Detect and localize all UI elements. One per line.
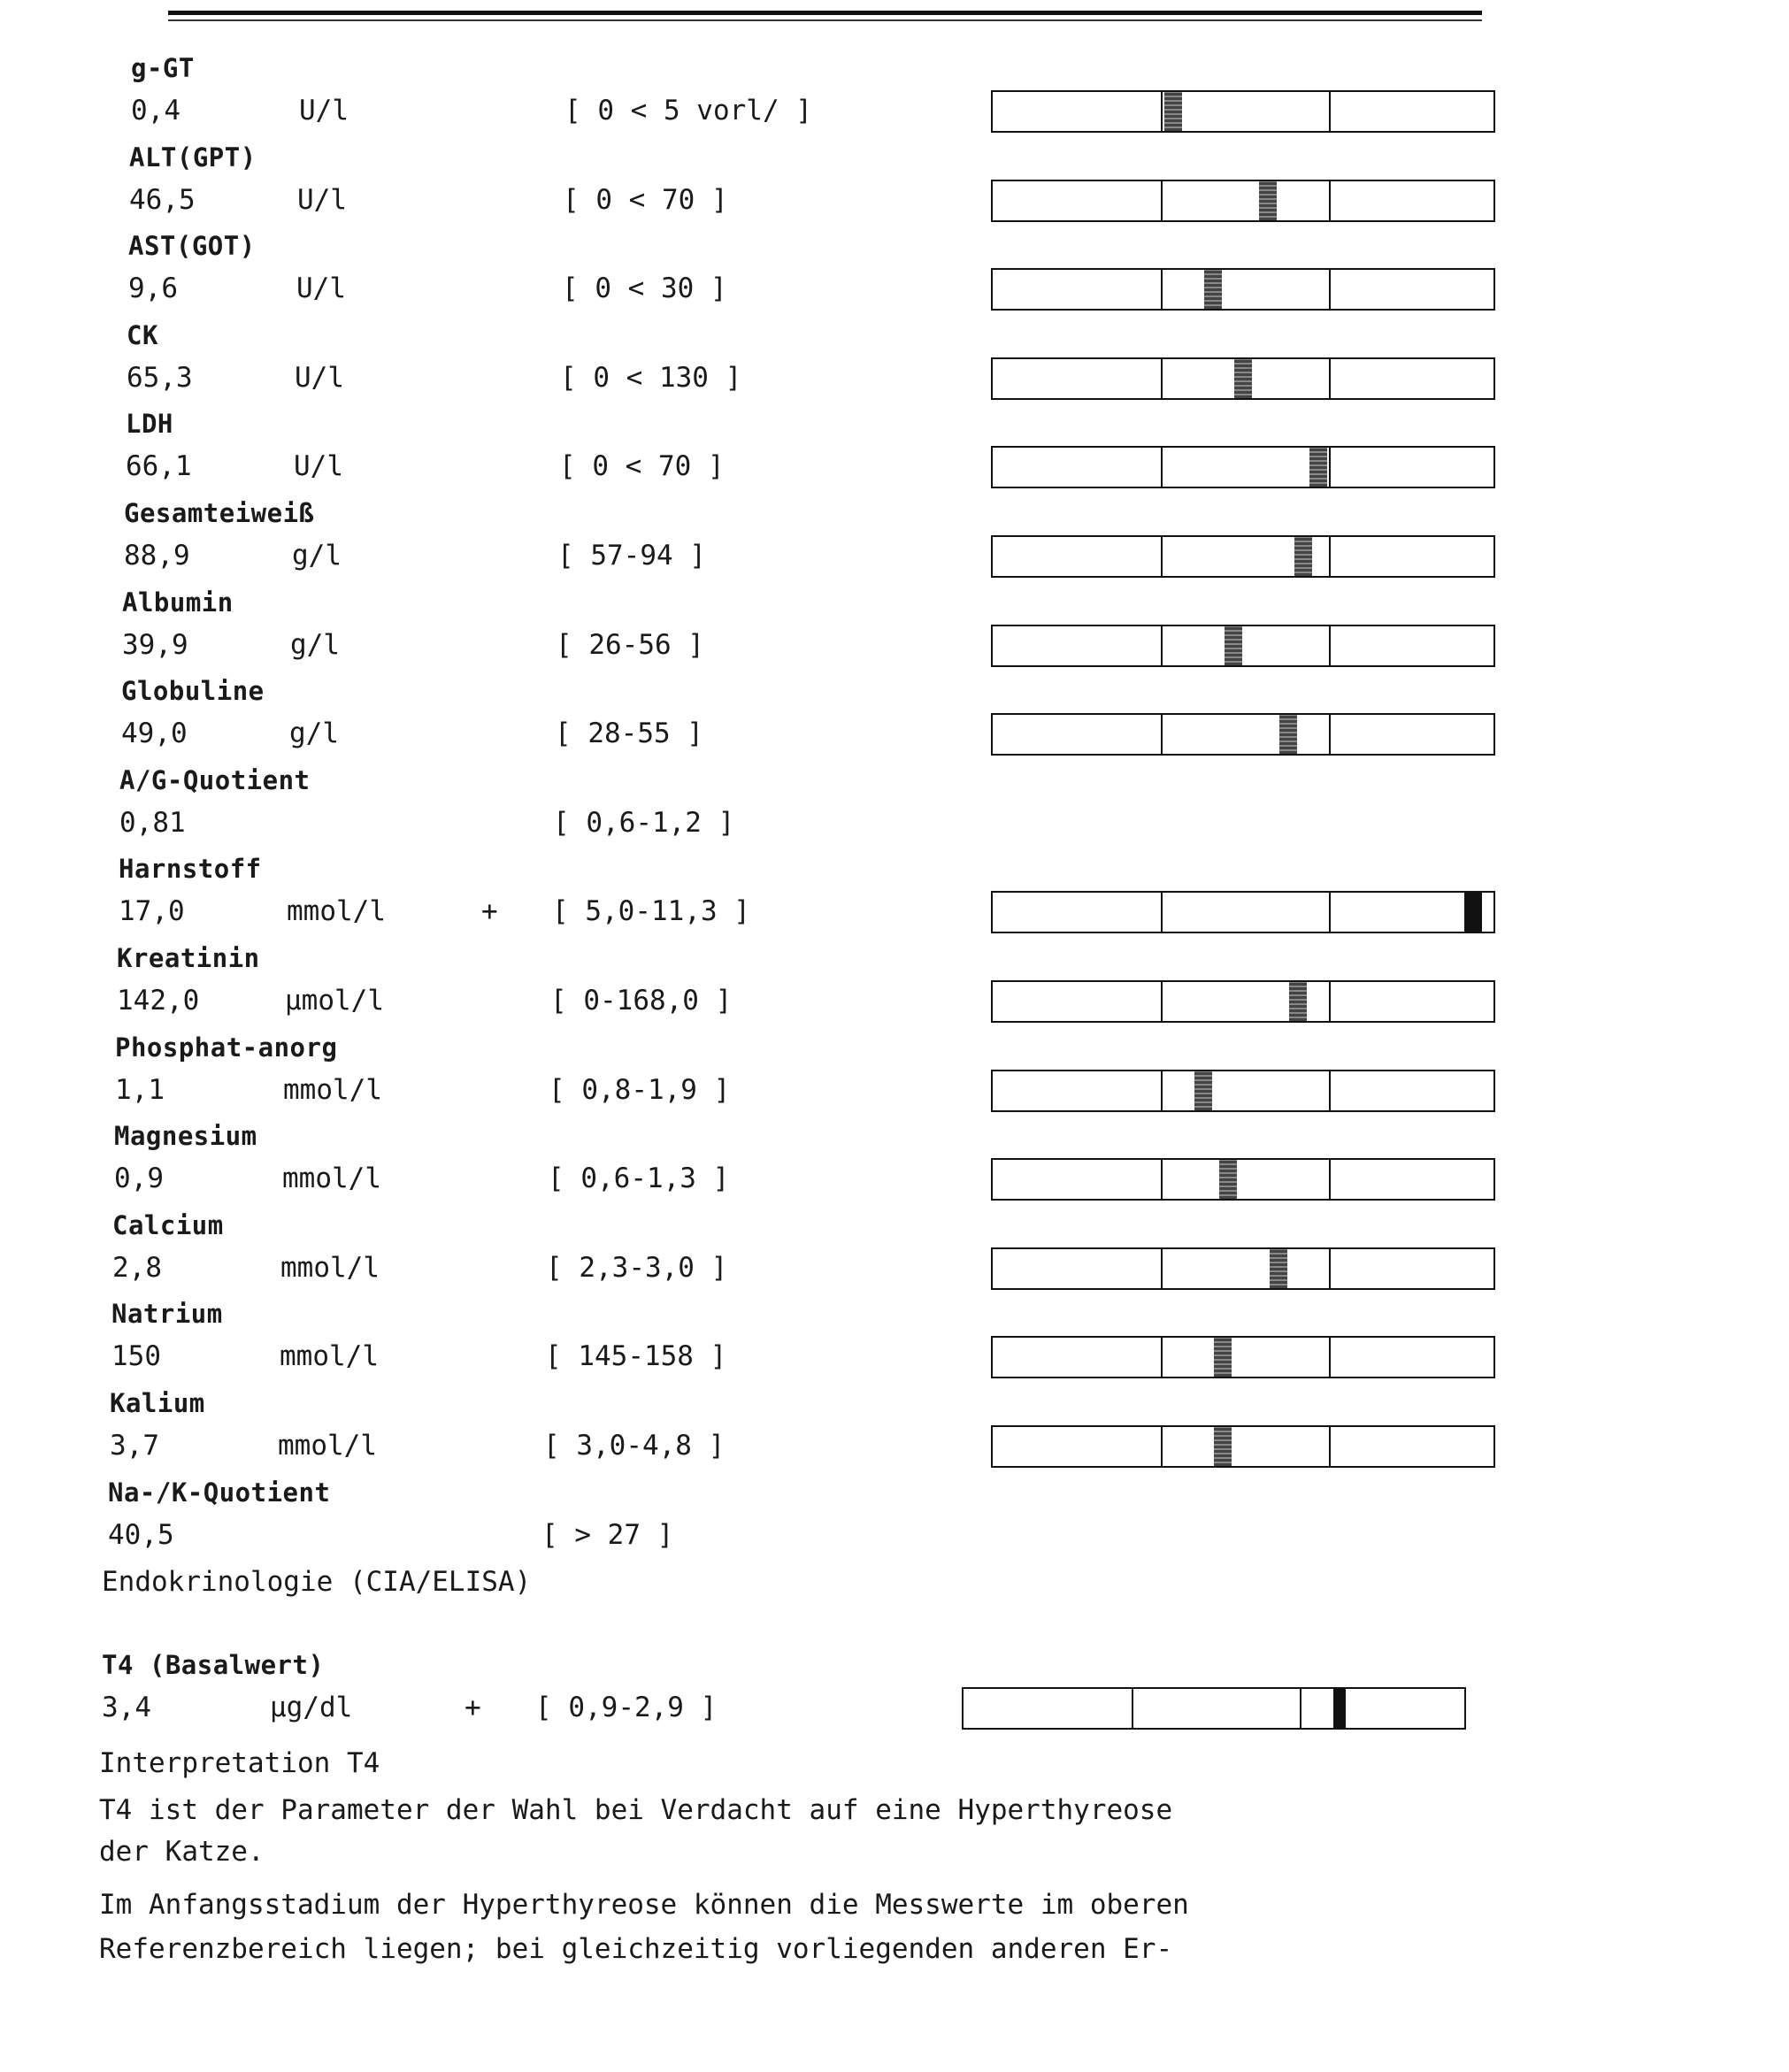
test-row [114,1121,1789,1209]
range-bar [991,446,1495,488]
top-rule [168,11,1482,15]
test-name: Gesamteiweiß [124,498,315,528]
test-unit: g/l [289,718,339,749]
test-name: A/G-Quotient [119,765,311,795]
range-divider-high [1329,715,1331,754]
test-name: Kalium [110,1388,205,1418]
test-name: g-GT [131,53,195,83]
test-name: Na-/K-Quotient [108,1477,331,1508]
range-divider-high [1329,1249,1331,1288]
value-marker [1204,270,1222,309]
test-unit: g/l [292,540,342,572]
range-divider-high [1329,1338,1331,1377]
range-divider-high [1329,1427,1331,1466]
test-name: ALT(GPT) [129,142,257,173]
test-reference: [ 0-168,0 ] [550,985,733,1017]
test-value: 142,0 [117,985,200,1017]
test-value: 88,9 [124,540,190,572]
test-name: LDH [126,409,173,439]
range-divider-low [1161,448,1163,487]
paragraph-line-2: der Katze. [99,1836,265,1868]
value-marker [1225,626,1242,665]
range-divider-low [1161,893,1163,932]
test-name: CK [127,320,158,350]
range-divider-low [1161,1071,1163,1110]
range-bar [991,1070,1495,1112]
test-unit: µg/dl [270,1692,353,1723]
test-unit: mmol/l [287,895,386,927]
range-divider-high [1329,1160,1331,1199]
value-marker [1309,448,1327,487]
test-unit: mmol/l [280,1340,379,1372]
value-marker [1164,92,1182,131]
test-unit: U/l [299,95,349,127]
range-divider-low [1161,715,1163,754]
range-bar [962,1687,1466,1730]
range-bar [991,90,1495,133]
section-endocrinology: Endokrinologie (CIA/ELISA) [102,1566,532,1598]
range-divider-high [1329,359,1331,398]
range-divider-low [1161,626,1163,665]
range-divider-low [1161,537,1163,576]
test-value: 0,4 [131,95,180,127]
test-unit: U/l [295,362,344,394]
test-value: 39,9 [122,629,188,661]
test-reference: [ 0,6-1,3 ] [548,1163,730,1194]
test-unit: µmol/l [285,985,384,1017]
value-marker [1464,893,1482,932]
value-marker [1270,1249,1287,1288]
test-row [128,231,1789,319]
range-divider-low [1161,181,1163,220]
test-row [127,320,1789,409]
test-name: Albumin [122,587,234,618]
range-bar [991,980,1495,1023]
test-value: 3,7 [110,1430,159,1462]
test-value: 46,5 [129,184,196,216]
test-name: Globuline [121,676,265,706]
t4-result [102,1650,1789,1738]
test-value: 150 [111,1340,161,1372]
test-value: 66,1 [126,450,192,482]
range-divider-high [1329,270,1331,309]
test-name: Phosphat-anorg [115,1032,338,1063]
range-divider-high [1329,982,1331,1021]
test-row [122,587,1789,676]
test-unit: U/l [297,184,347,216]
test-value: 49,0 [121,718,188,749]
test-row [117,943,1789,1032]
test-reference: [ 0,9-2,9 ] [535,1692,718,1723]
test-row [119,854,1789,942]
test-row [115,1032,1789,1121]
range-divider-high [1329,181,1331,220]
test-name: T4 (Basalwert) [102,1650,325,1680]
paragraph-line-1: T4 ist der Parameter der Wahl bei Verdacht auf eine Hyperthyreose [99,1794,1173,1826]
range-divider-low [1161,1160,1163,1199]
test-name: AST(GOT) [128,231,256,261]
range-divider-high [1329,448,1331,487]
test-value: 3,4 [102,1692,151,1723]
range-divider-high [1329,537,1331,576]
range-bar [991,1158,1495,1201]
value-marker [1194,1071,1212,1110]
test-row [110,1388,1789,1477]
test-name: Calcium [112,1210,224,1240]
test-row [131,53,1789,142]
test-row [124,498,1789,587]
paragraph-line-4: Referenzbereich liegen; bei gleichzeitig vorliegenden anderen Er- [99,1933,1173,1965]
test-reference: [ 0 < 70 ] [563,184,728,216]
range-divider-low [1161,1249,1163,1288]
value-marker [1294,537,1312,576]
top-rule-thin [168,19,1482,21]
test-reference: [ 0,8-1,9 ] [549,1074,731,1106]
test-value: 2,8 [112,1252,162,1284]
value-marker [1289,982,1307,1021]
range-divider-high [1329,893,1331,932]
range-bar [991,713,1495,756]
test-unit: mmol/l [280,1252,380,1284]
test-unit: g/l [290,629,340,661]
test-name: Magnesium [114,1121,257,1151]
range-divider-low [1161,1427,1163,1466]
range-divider-low [1161,92,1163,131]
test-row [108,1477,1789,1566]
test-name: Harnstoff [119,854,262,884]
range-bar [991,1247,1495,1290]
paragraph-line-3: Im Anfangsstadium der Hyperthyreose können die Messwerte im oberen [99,1889,1189,1921]
test-row [129,142,1789,231]
test-row [126,409,1789,497]
range-bar [991,1425,1495,1468]
test-reference: [ 28-55 ] [555,718,703,749]
test-reference: [ 0,6-1,2 ] [553,807,735,839]
range-divider-low [1161,982,1163,1021]
test-flag: + [465,1692,481,1723]
test-reference: [ 145-158 ] [545,1340,727,1372]
test-row [121,676,1789,764]
test-reference: [ 57-94 ] [557,540,706,572]
range-divider-high [1300,1689,1301,1728]
value-marker [1214,1338,1232,1377]
range-bar [991,535,1495,578]
value-marker [1333,1689,1346,1728]
test-row [111,1299,1789,1387]
value-marker [1219,1160,1237,1199]
test-name: Kreatinin [117,943,260,973]
range-bar [991,625,1495,667]
range-bar [991,1336,1495,1378]
range-divider-high [1329,626,1331,665]
value-marker [1259,181,1277,220]
test-reference: [ 5,0-11,3 ] [552,895,750,927]
range-bar [991,357,1495,400]
test-reference: [ 0 < 30 ] [562,272,727,304]
range-divider-low [1132,1689,1133,1728]
test-value: 65,3 [127,362,193,394]
test-row [112,1210,1789,1299]
test-value: 17,0 [119,895,185,927]
interpretation-title: Interpretation T4 [99,1747,380,1779]
test-reference: [ 0 < 130 ] [560,362,742,394]
test-unit: mmol/l [278,1430,377,1462]
test-unit: U/l [294,450,343,482]
test-reference: [ 2,3-3,0 ] [546,1252,728,1284]
test-name: Natrium [111,1299,223,1329]
test-reference: [ 0 < 70 ] [559,450,725,482]
test-reference: [ 0 < 5 vorl/ ] [564,95,812,127]
range-bar [991,180,1495,222]
test-reference: [ 26-56 ] [556,629,704,661]
test-value: 9,6 [128,272,178,304]
range-bar [991,891,1495,933]
range-divider-low [1161,270,1163,309]
range-divider-low [1161,359,1163,398]
value-marker [1214,1427,1232,1466]
test-unit: mmol/l [282,1163,381,1194]
range-divider-low [1161,1338,1163,1377]
value-marker [1234,359,1252,398]
range-divider-high [1329,1071,1331,1110]
test-flag: + [481,895,498,927]
range-bar [991,268,1495,311]
test-unit: mmol/l [283,1074,382,1106]
test-reference: [ 3,0-4,8 ] [543,1430,726,1462]
test-unit: U/l [296,272,346,304]
range-divider-high [1329,92,1331,131]
test-value: 1,1 [115,1074,165,1106]
test-reference: [ > 27 ] [541,1519,674,1551]
test-value: 0,9 [114,1163,164,1194]
value-marker [1279,715,1297,754]
test-value: 40,5 [108,1519,174,1551]
test-value: 0,81 [119,807,186,839]
test-row [119,765,1789,854]
